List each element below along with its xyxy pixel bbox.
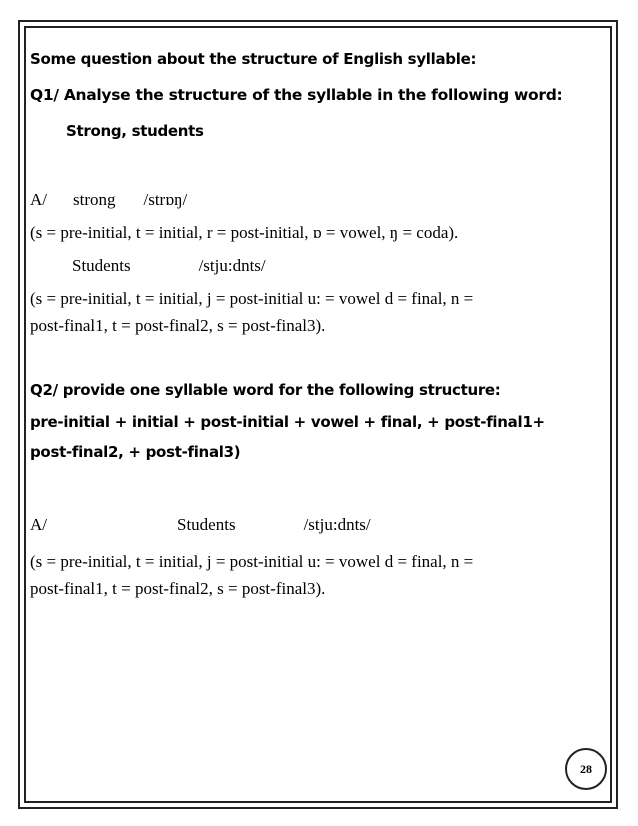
page-content (30, 48, 608, 602)
answer-1-label: A/ (30, 190, 47, 209)
question-2-structure-line-1: pre-initial + initial + post-initial + vowel + final, + post-final1+ (30, 413, 545, 431)
page-number-badge (565, 748, 607, 790)
answer-2-word: Students (177, 515, 236, 534)
answer-2-line (30, 511, 608, 538)
answer-2-ipa: /stju:dnts/ (303, 515, 371, 534)
answer-2-label: A/ (30, 515, 47, 534)
answer-1-students-explanation-line-2: post-final1, t = post-final2, s = post-final3). (30, 316, 326, 335)
answer-1-ipa-students: /stju:dnts/ (198, 256, 266, 275)
answer-2-explanation-line-2: post-final1, t = post-final2, s = post-final3). (30, 579, 326, 598)
question-1-words: Strong, students (66, 122, 204, 140)
answer-1-ipa-strong: /strɒŋ/ (143, 190, 188, 209)
answer-1-strong-explanation: (s = pre-initial, t = initial, r = post-initial, ɒ = vowel, ŋ = coda). (30, 223, 459, 242)
question-2-title: Q2/ provide one syllable word for the following structure: (30, 381, 501, 399)
question-2-structure-line-2: post-final2, + post-final3) (30, 443, 241, 461)
answer-1-word-students: Students (72, 256, 131, 275)
answer-1-students-line (30, 252, 608, 279)
section-heading: Some question about the structure of English syllable: (30, 50, 477, 68)
answer-1-students-explanation-line-1: (s = pre-initial, t = initial, j = post-initial u: = vowel d = final, n = (30, 289, 474, 308)
answer-1-word-strong: strong (73, 190, 116, 209)
question-1-title: Q1/ Analyse the structure of the syllable in the following word: (30, 86, 563, 104)
answer-2-explanation-line-1: (s = pre-initial, t = initial, j = post-initial u: = vowel d = final, n = (30, 552, 474, 571)
answer-1-strong-line (30, 186, 608, 213)
page-number: 28 (580, 761, 592, 776)
